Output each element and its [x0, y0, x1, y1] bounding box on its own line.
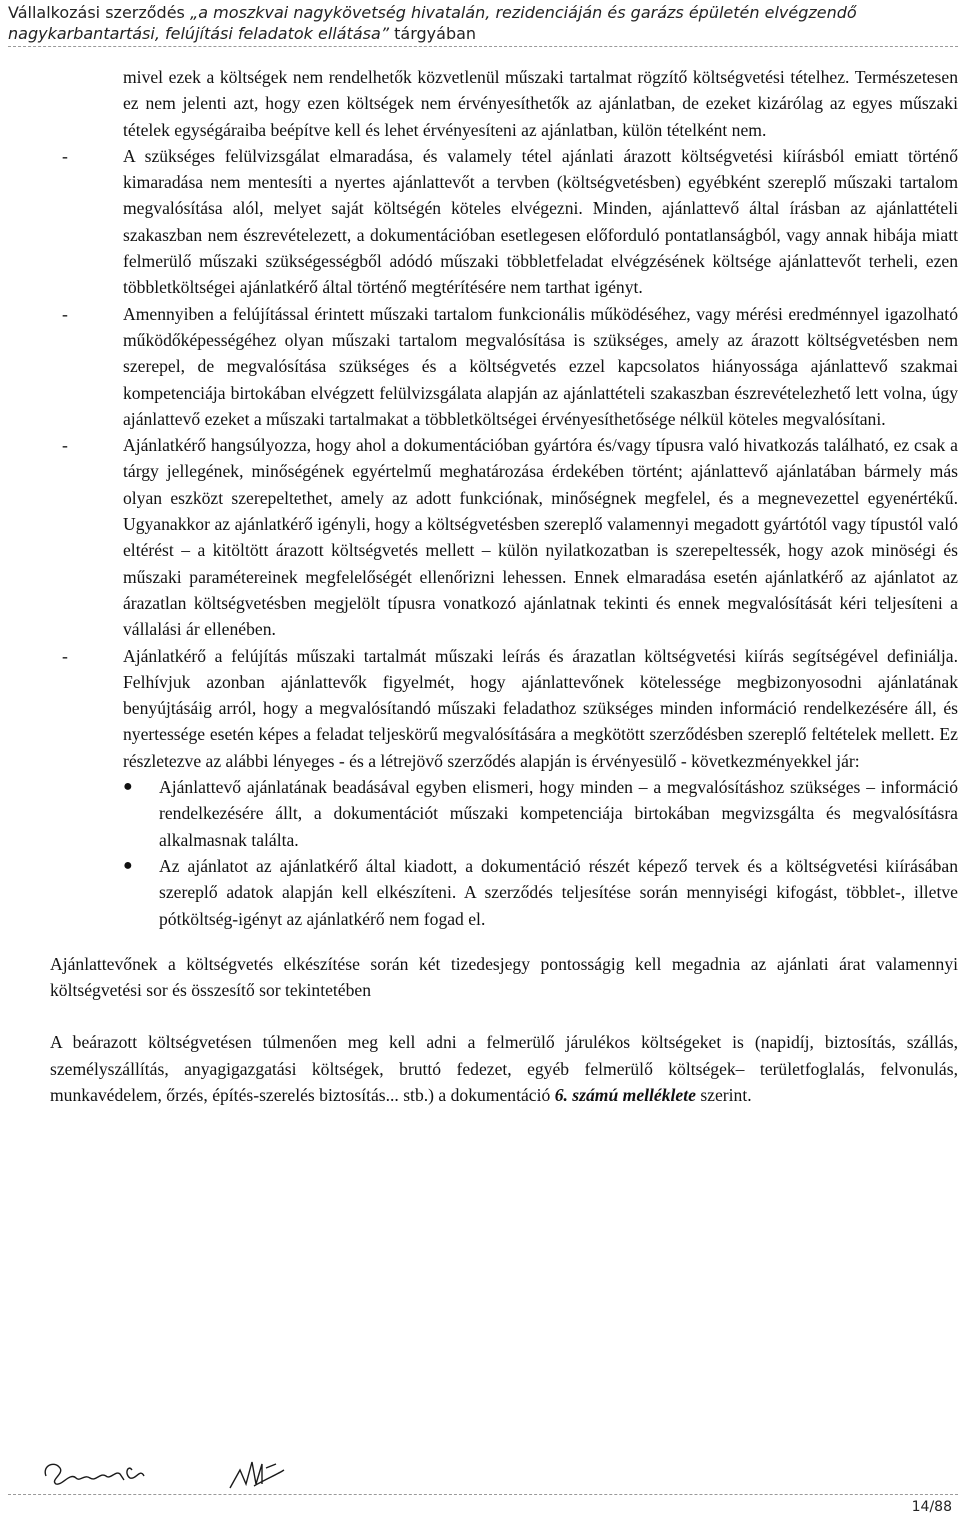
bullet-list-item [50, 774, 958, 853]
header-line-1 [8, 2, 958, 23]
handwritten-signatures [40, 1450, 440, 1490]
signature-2 [230, 1462, 284, 1488]
bullet-item-text: Ajánlattevő ajánlatának beadásával egyben elismeri, hogy minden – a megvalósításhoz szükséges – információ rendelkezésére állt, a dokumentációt műszaki kompetenciája birtokában megvizsgálta és megvalósításra alkalmasnak találta. [159, 777, 958, 850]
dash-list-item [50, 143, 958, 301]
header-line-2 [8, 23, 958, 44]
signature-1 [45, 1464, 144, 1484]
paragraph-text-end: szerint. [695, 1084, 752, 1105]
paragraph [50, 1029, 958, 1108]
dash-marker: - [62, 435, 68, 456]
dash-item-text: Amennyiben a felújítással érintett műszaki tartalom funkcionális működéséhez, vagy mérési eredménnyel igazolható működőképességéhez olyan műszaki tartalom megvalósítása is szükséges, amely az árazott költségvetésben nem szerepel, de megvalósítása szükséges és a költségvetés ezzel kapcsolatos hiányossága ajánlattevő szakmai kompetenciája birtokában elvégzett felülvizsgálata alapján az ajánlattételi szakaszban észrevételezhető lett volna, úgy ajánlattevő ezeket a műszaki tartalmakat a többletköltségei érvényesíthetősége nélkül köteles megvalósítani. [123, 303, 958, 429]
bullet-marker: ● [123, 856, 133, 874]
bullet-list-item [50, 853, 958, 932]
annex-reference: 6. számú melléklete [554, 1084, 696, 1105]
footer-divider [8, 1494, 958, 1495]
paragraph-continuation: mivel ezek a költségek nem rendelhetők közvetlenül műszaki tartalmat rögzítő költségvetési tételhez. Természetesen ez nem jelenti azt, hogy ezen költségek nem érvényesíthetők az ajánlatban, de ezeket kizárólag az egyes műszaki tételek egységáraiba beépítve kell és lehet érvényesíteni az ajánlatban, külön tételként nem. [123, 67, 958, 140]
bullet-marker: ● [123, 778, 133, 796]
header-title-italic-cont: nagykarbantartási, felújítási feladatok ellátása” [8, 24, 390, 43]
document-header [8, 2, 958, 44]
dash-marker: - [62, 645, 68, 666]
bullet-item-text: Az ajánlatot az ajánlatkérő által kiadott, a dokumentáció részét képező tervek és a költségvetési kiírásában szereplő adatok alapján kell elkészíteni. A szerződés teljesítése során mennyiségi kifogást, többlet-, illetve pótköltség-igényt az ajánlatkérő nem fogad el. [159, 855, 958, 929]
dash-list-item [50, 643, 958, 774]
dash-item-text: Ajánlatkérő a felújítás műszaki tartalmát műszaki leírás és árazatlan költségvetési kiírás segítségével definiálja. Felhívjuk azonban ajánlattevők figyelmét, hogy ajánlattevőnek kötelessége megbizonyosodni ajánlatának benyújtásáig arról, hogy a megvalósítandó műszaki feladathoz szükséges minden információ rendelkezésére áll, és nyertessége esetén képes a feladat teljeskörű megvalósítására a megkötött szerződésben szereplő feltételek mellett. Ez részletezve az alábbi lényeges - és a létrejövő szerződés alapján is érvényesülő - következményekkel jár: [123, 645, 958, 771]
dash-item-text: A szükséges felülvizsgálat elmaradása, és valamely tétel ajánlati árazott költségvetési kiírásból emiatt történő kimaradása nem mentesíti a nyertes ajánlattevőt a tervben (költségvetésben) egyébként szereplő műszaki tartalom megvalósítása alól, melyet saját költségén köteles elvégezni. Minden, ajánlattevő által írásban az ajánlattételi szakaszban nem észrevételezett, a dokumentációban esetlegesen előforduló pontatlanságból, vagy annak hibája miatt felmerülő műszaki szükségességből adódó műszaki többletfeladat elvégzésének költsége ajánlattevőt terheli, ezen többletköltségei ajánlatkérő által történő megtérítésére nem tarthat igényt. [123, 145, 958, 298]
dash-item-text: Ajánlatkérő hangsúlyozza, hogy ahol a dokumentációban gyártóra és/vagy típusra való hivatkozás található, ez csak a tárgy jellegének, minőségének egyértelmű meghatározása érdekében történt; ajánlattevő ajánlatában bármely más olyan eszközt szerepeltethet, amely az adott funkciónak, minőségnek megfelel, és a megnevezettel egyenértékű. Ugyanakkor az ajánlatkérő igényli, hogy a költségvetésben szereplő valamennyi megadott gyártótól vagy típustól való eltérést – a kitöltött árazott költségvetés mellett – külön nyilatkozatban is szerepeltessék, hogy azok minöségi és műszaki paramétereinek megfelelőségét ellenőrizni lehessen. Ennek elmaradása esetén ajánlatkérő az ajánlatot az árazatlan költségvetésben megjelölt típusra vonatkozó ajánlatnak tekinti és ennek megvalósítását kéri teljesíteni a vállalási ár ellenében. [123, 435, 958, 640]
document-body [50, 64, 958, 1108]
page-number: 14/88 [911, 1499, 952, 1515]
header-divider [8, 46, 958, 47]
dash-marker: - [62, 303, 68, 324]
header-text: Vállalkozási szerződés [8, 3, 190, 22]
paragraph: Ajánlattevőnek a költségvetés elkészítése során két tizedesjegy pontosságig kell megadnia az ajánlati árat valamennyi költségvetési sor és összesítő sor tekintetében [50, 953, 958, 1001]
header-text-cont: tárgyában [389, 24, 477, 43]
dash-list-item [50, 301, 958, 432]
header-title-italic: „a moszkvai nagykövetség hivatalán, rezidenciáján és garázs épületén elvégzendő [189, 3, 857, 22]
dash-list-item [50, 432, 958, 642]
paragraph-text: A beárazott költségvetésen túlmenően meg kell adni a felmerülő járulékos költségeket is (napidíj, biztosítás, szállás, személyszállítás, anyagigazgatási költségek, bruttó fedezet, egyéb felmerülő költségek– területfoglalás, felvonulás, munkavédelem, őrzés, építés-szerelés biztosítás... stb.) a dokumentáció [50, 1032, 958, 1105]
dash-marker: - [62, 145, 68, 166]
